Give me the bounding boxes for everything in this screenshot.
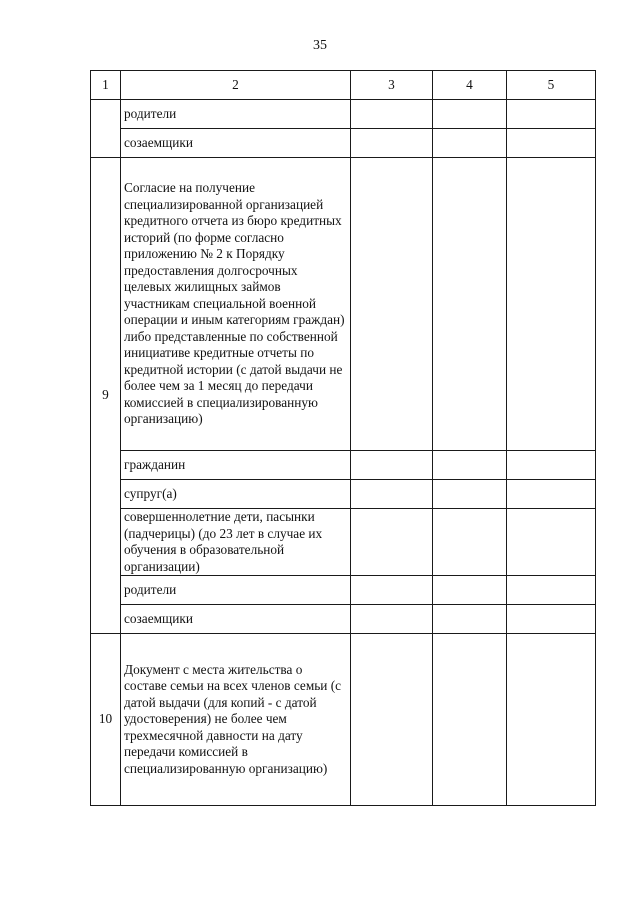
continuation-number-cell (91, 100, 121, 158)
empty-cell (507, 451, 596, 480)
empty-cell (351, 605, 433, 634)
document-table (90, 70, 596, 806)
empty-cell (433, 158, 507, 451)
empty-cell (351, 100, 433, 129)
table-row (91, 100, 596, 129)
empty-cell (507, 480, 596, 509)
header-col-2: 2 (121, 71, 351, 100)
empty-cell (351, 509, 433, 576)
empty-cell (351, 576, 433, 605)
table-row-item-10 (91, 634, 596, 806)
empty-cell (433, 509, 507, 576)
table-row (91, 509, 596, 576)
row-label: гражданин (121, 451, 351, 480)
empty-cell (351, 634, 433, 806)
table-row (91, 129, 596, 158)
empty-cell (507, 634, 596, 806)
header-col-1: 1 (91, 71, 121, 100)
row-label: родители (121, 576, 351, 605)
table-row (91, 480, 596, 509)
header-col-4: 4 (433, 71, 507, 100)
empty-cell (507, 100, 596, 129)
item-number: 10 (91, 634, 121, 806)
page-number: 35 (313, 38, 327, 53)
empty-cell (433, 605, 507, 634)
table-row-item-9 (91, 158, 596, 451)
empty-cell (351, 129, 433, 158)
row-label: родители (121, 100, 351, 129)
table-row (91, 605, 596, 634)
empty-cell (351, 451, 433, 480)
empty-cell (433, 480, 507, 509)
row-label: созаемщики (121, 129, 351, 158)
table-header-row (91, 71, 596, 100)
empty-cell (507, 158, 596, 451)
row-label: созаемщики (121, 605, 351, 634)
empty-cell (507, 129, 596, 158)
empty-cell (433, 129, 507, 158)
header-col-5: 5 (507, 71, 596, 100)
empty-cell (507, 576, 596, 605)
empty-cell (433, 576, 507, 605)
item-description: Документ с места жительства о составе семьи на всех членов семьи (с датой выдачи (для копий - с датой удостоверения) не более чем трехмесячной давности на дату передачи комиссией в специализированную организацию) (121, 634, 351, 806)
empty-cell (507, 605, 596, 634)
table-row (91, 576, 596, 605)
header-col-3: 3 (351, 71, 433, 100)
table-row (91, 451, 596, 480)
item-description: Согласие на получение специализированной организацией кредитного отчета из бюро кредитных историй (по форме согласно приложению № 2 к Порядку предоставления долгосрочных целевых жилищных займов участникам специальной военной операции и иным категориям граждан) либо представленные по собственной инициативе кредитные отчеты по кредитной истории (с датой выдачи не более чем за 1 месяц до передачи комиссией в специализированную организацию) (121, 158, 351, 451)
empty-cell (433, 451, 507, 480)
empty-cell (433, 100, 507, 129)
item-number: 9 (91, 158, 121, 634)
row-label: совершеннолетние дети, пасынки (падчерицы) (до 23 лет в случае их обучения в образовательной организации) (121, 509, 351, 576)
row-label: супруг(а) (121, 480, 351, 509)
empty-cell (351, 480, 433, 509)
empty-cell (433, 634, 507, 806)
empty-cell (351, 158, 433, 451)
empty-cell (507, 509, 596, 576)
